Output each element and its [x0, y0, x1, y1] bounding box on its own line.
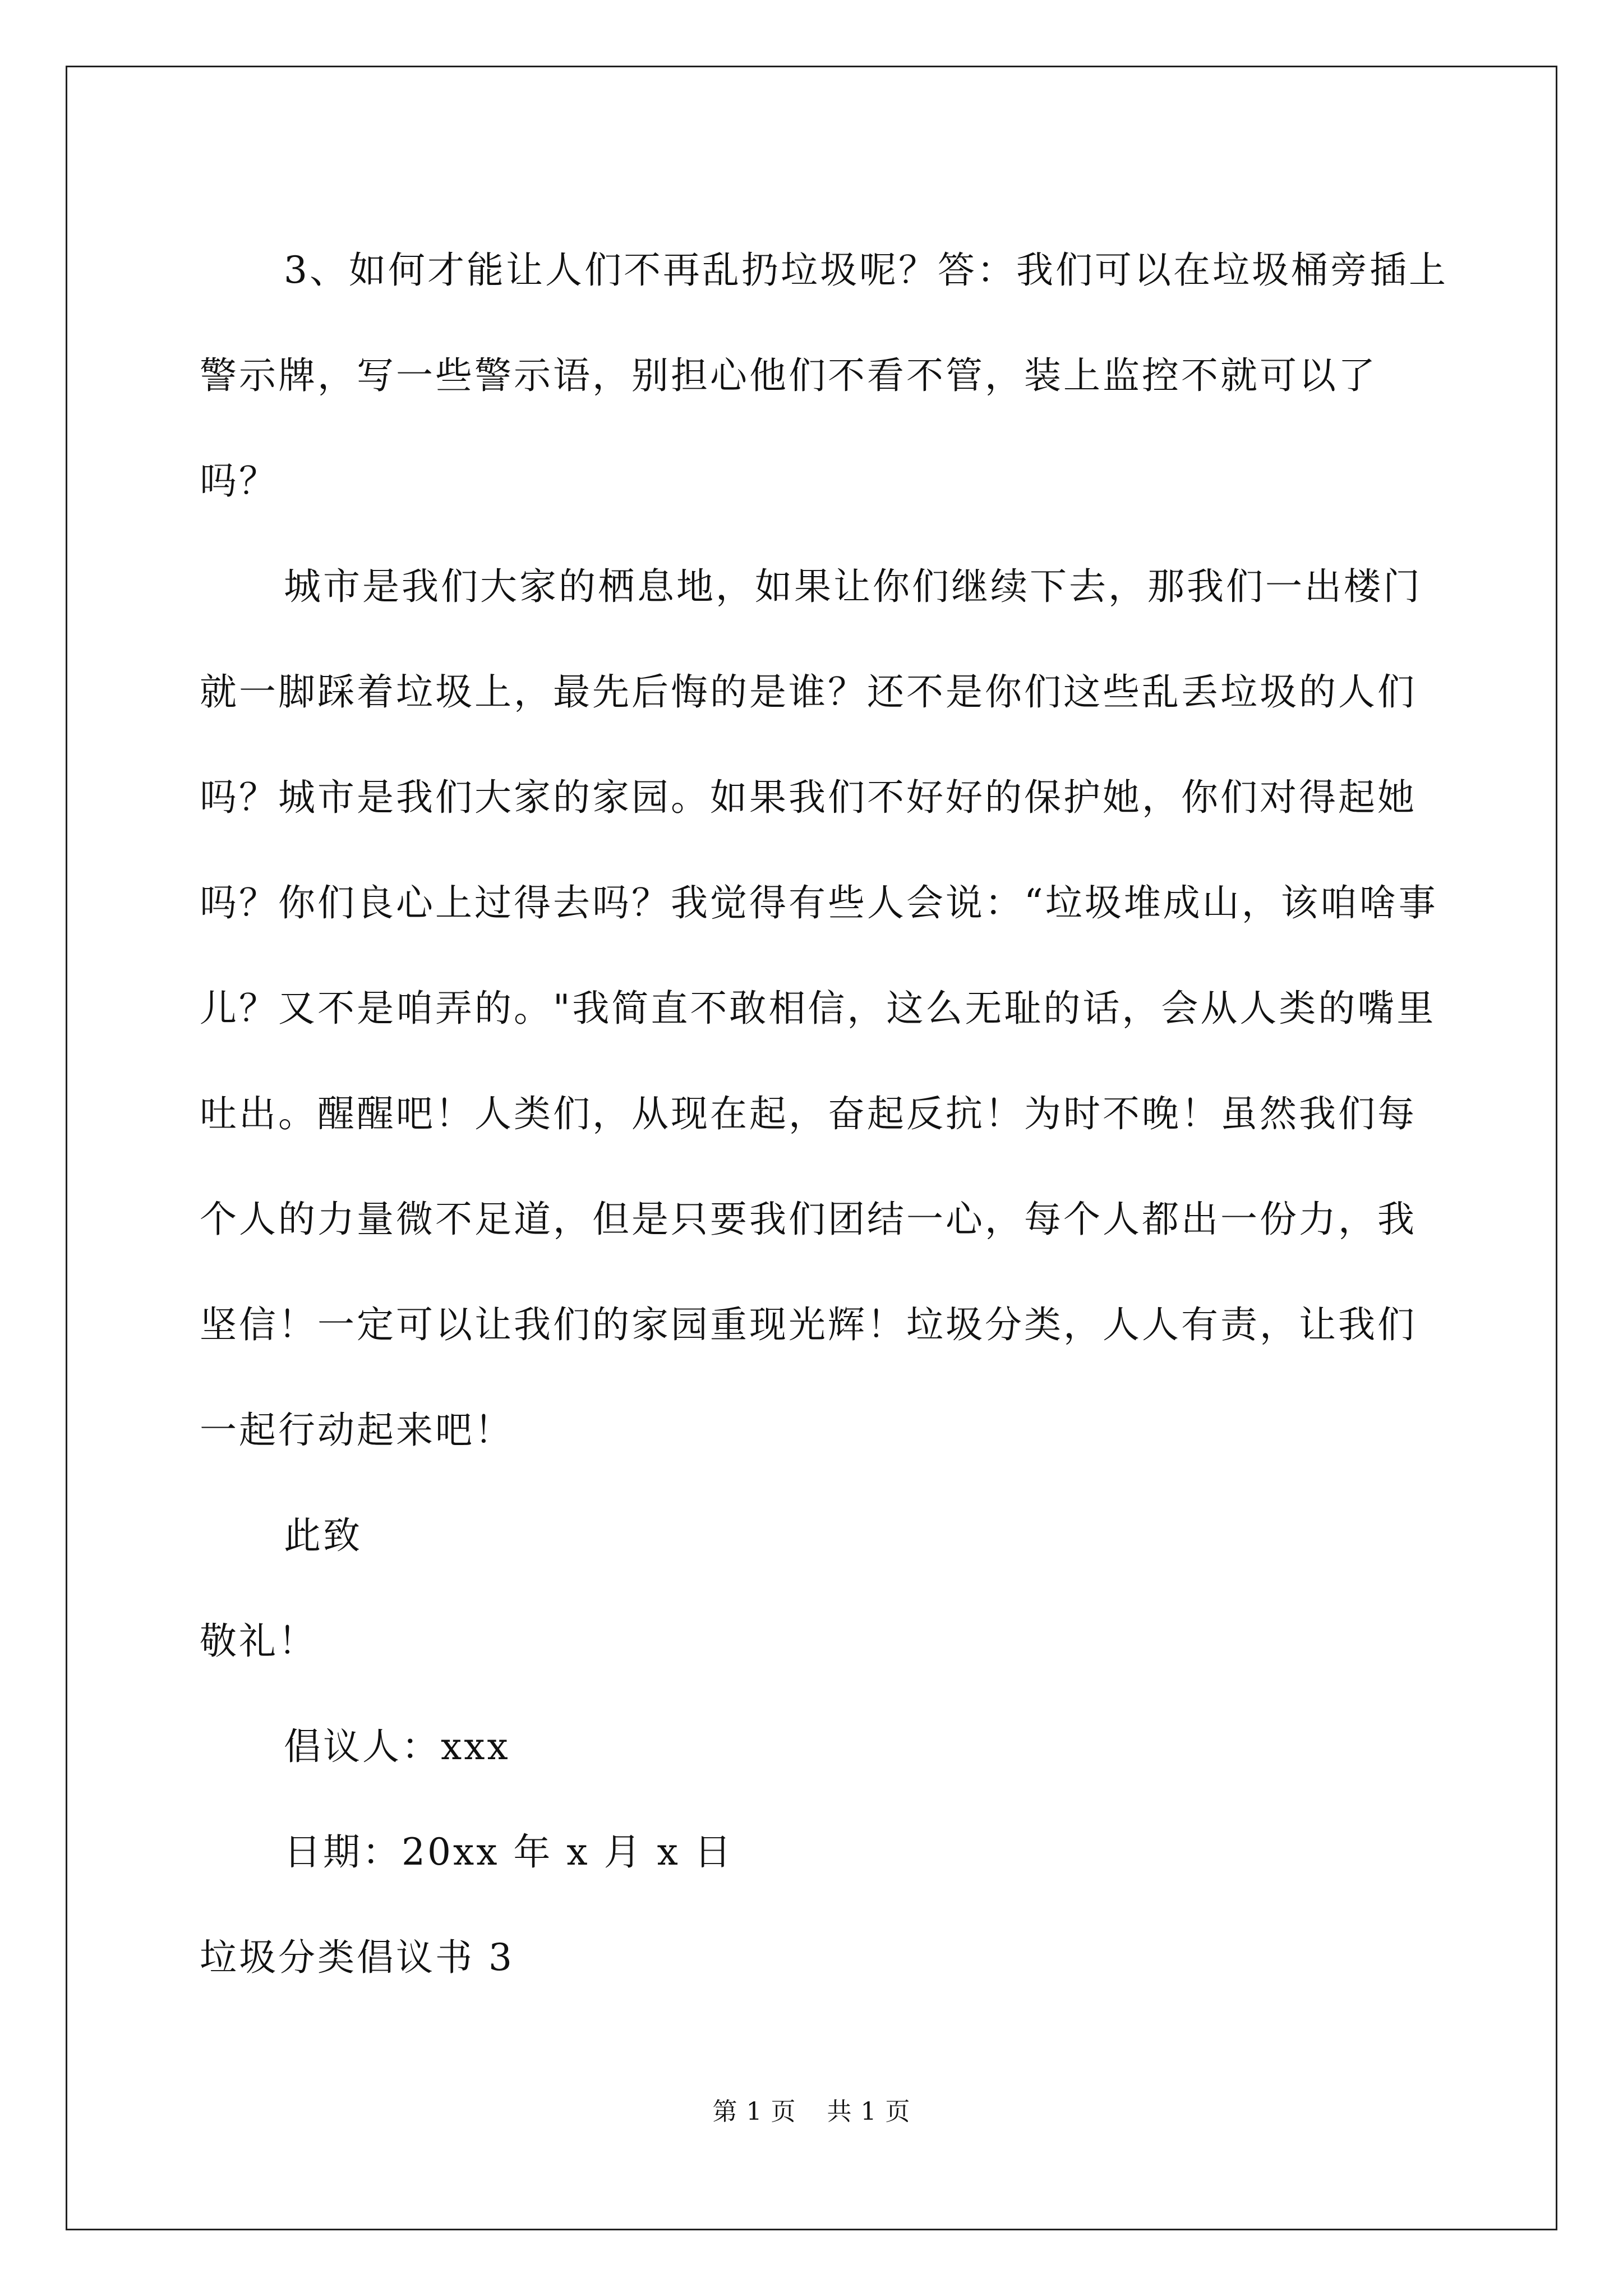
page-footer	[0, 2091, 1623, 2127]
closing-line: 此致	[284, 1514, 362, 1557]
next-section-title: 垃圾分类倡议书 3	[200, 1936, 514, 1979]
proposer-line: 倡议人：xxx	[284, 1725, 510, 1768]
paragraph-question-3: 3、如何才能让人们不再乱扔垃圾呢？答：我们可以在垃圾桶旁插上警示牌，写一些警示语，别担心他们不看不管，装上监控不就可以了吗？	[200, 249, 1448, 503]
paragraph-city-home: 城市是我们大家的栖息地，如果让你们继续下去，那我们一出楼门就一脚踩着垃圾上，最先后悔的是谁？还不是你们这些乱丢垃圾的人们吗？城市是我们大家的家园。如果我们不好好的保护她，你们对得起她吗？你们良心上过得去吗？我觉得有些人会说：“垃圾堆成山，该咱啥事儿？又不是咱弄的。"我简直不敢相信，这么无耻的话，会从人类的嘴里吐出。醒醒吧！人类们，从现在起，奋起反抗！为时不晚！虽然我们每个人的力量微不足道，但是只要我们团结一心，每个人都出一份力，我坚信！一定可以让我们的家园重现光辉！垃圾分类，人人有责，让我们一起行动起来吧！	[200, 565, 1438, 1452]
date-line: 日期：20xx 年 x 月 x 日	[284, 1830, 734, 1874]
document-body	[200, 218, 1450, 2010]
page-number: 第 1 页	[712, 2097, 796, 2126]
salute-line: 敬礼！	[200, 1619, 317, 1663]
page-total: 共 1 页	[827, 2097, 911, 2126]
